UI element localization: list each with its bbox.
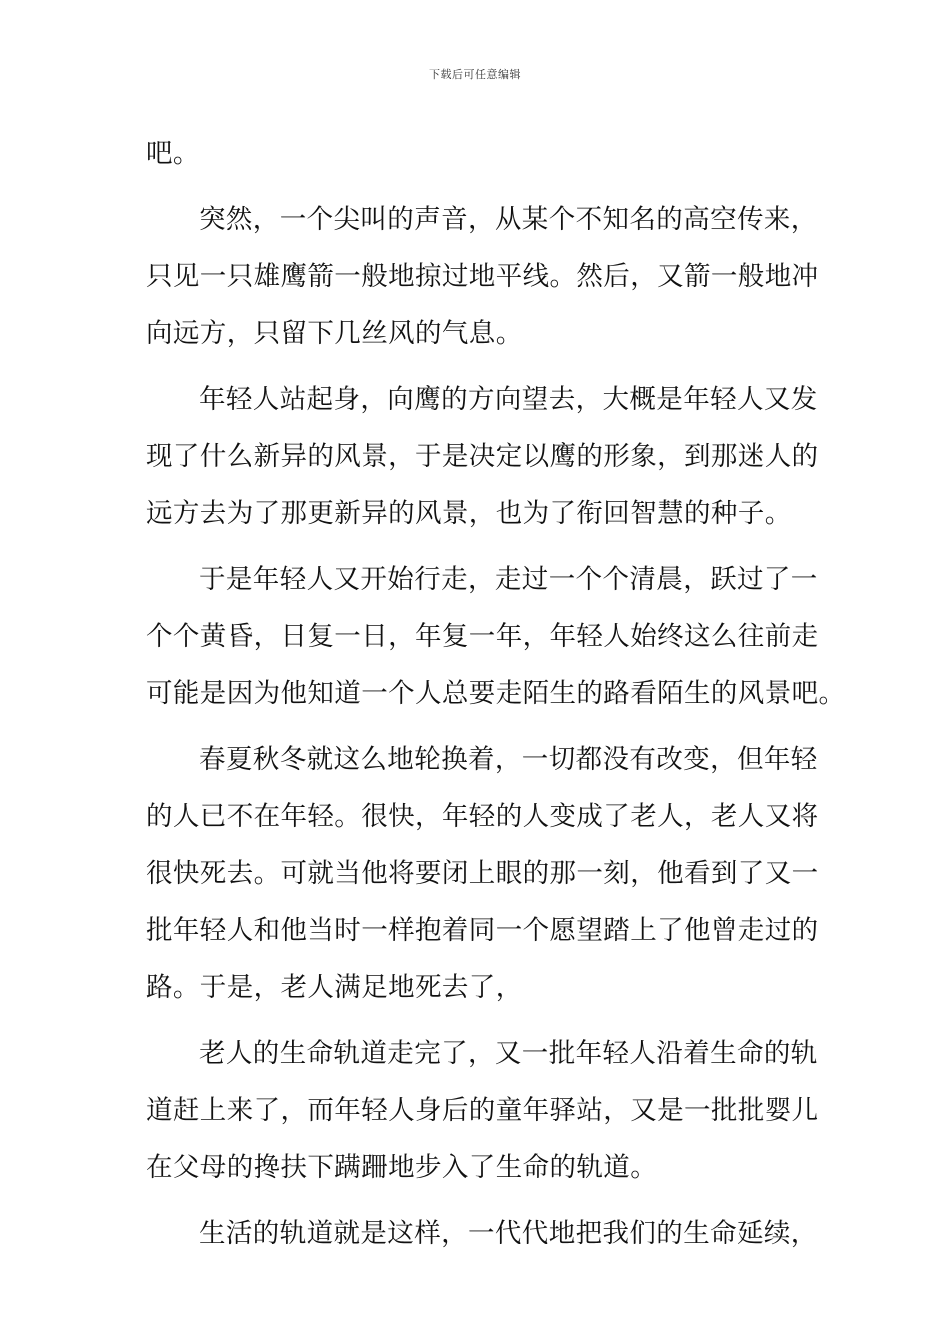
paragraph-first-line: 年轻人站起身，向鹰的方向望去，大概是年轻人又发 (199, 384, 818, 415)
text-line: 的人已不在年轻。很快，年轻的人变成了老人，老人又将 (146, 801, 819, 832)
text-line: 批年轻人和他当时一样抱着同一个愿望踏上了他曾走过的 (146, 915, 819, 946)
text-line: 道赶上来了，而年轻人身后的童年驿站，又是一批批婴儿 (146, 1095, 819, 1126)
text-line: 路。于是，老人满足地死去了， (146, 972, 523, 1003)
paragraph-first-line: 突然，一个尖叫的声音，从某个不知名的高空传来， (199, 204, 818, 235)
text-line: 在父母的搀扶下蹒跚地步入了生命的轨道。 (146, 1152, 658, 1183)
text-line: 只见一只雄鹰箭一般地掠过地平线。然后，又箭一般地冲 (146, 261, 819, 292)
document-body (146, 125, 846, 1262)
text-line: 可能是因为他知道一个人总要走陌生的路看陌生的风景吧。 (146, 678, 846, 709)
paragraph-first-line: 老人的生命轨道走完了，又一批年轻人沿着生命的轨 (199, 1038, 818, 1069)
paragraph-first-line: 于是年轻人又开始行走，走过一个个清晨，跃过了一 (199, 564, 818, 595)
page-header: 下载后可任意编辑 (429, 68, 521, 81)
text-line: 吧。 (146, 138, 200, 169)
paragraph-first-line: 生活的轨道就是这样，一代代地把我们的生命延续， (199, 1218, 818, 1249)
text-line: 很快死去。可就当他将要闭上眼的那一刻，他看到了又一 (146, 858, 819, 889)
text-line: 远方去为了那更新异的风景，也为了衔回智慧的种子。 (146, 498, 792, 529)
text-line: 向远方，只留下几丝风的气息。 (146, 318, 523, 349)
paragraph-first-line: 春夏秋冬就这么地轮换着，一切都没有改变，但年轻 (199, 744, 818, 775)
text-line: 现了什么新异的风景，于是决定以鹰的形象，到那迷人的 (146, 441, 819, 472)
text-line: 个个黄昏，日复一日，年复一年，年轻人始终这么往前走 (146, 621, 819, 652)
